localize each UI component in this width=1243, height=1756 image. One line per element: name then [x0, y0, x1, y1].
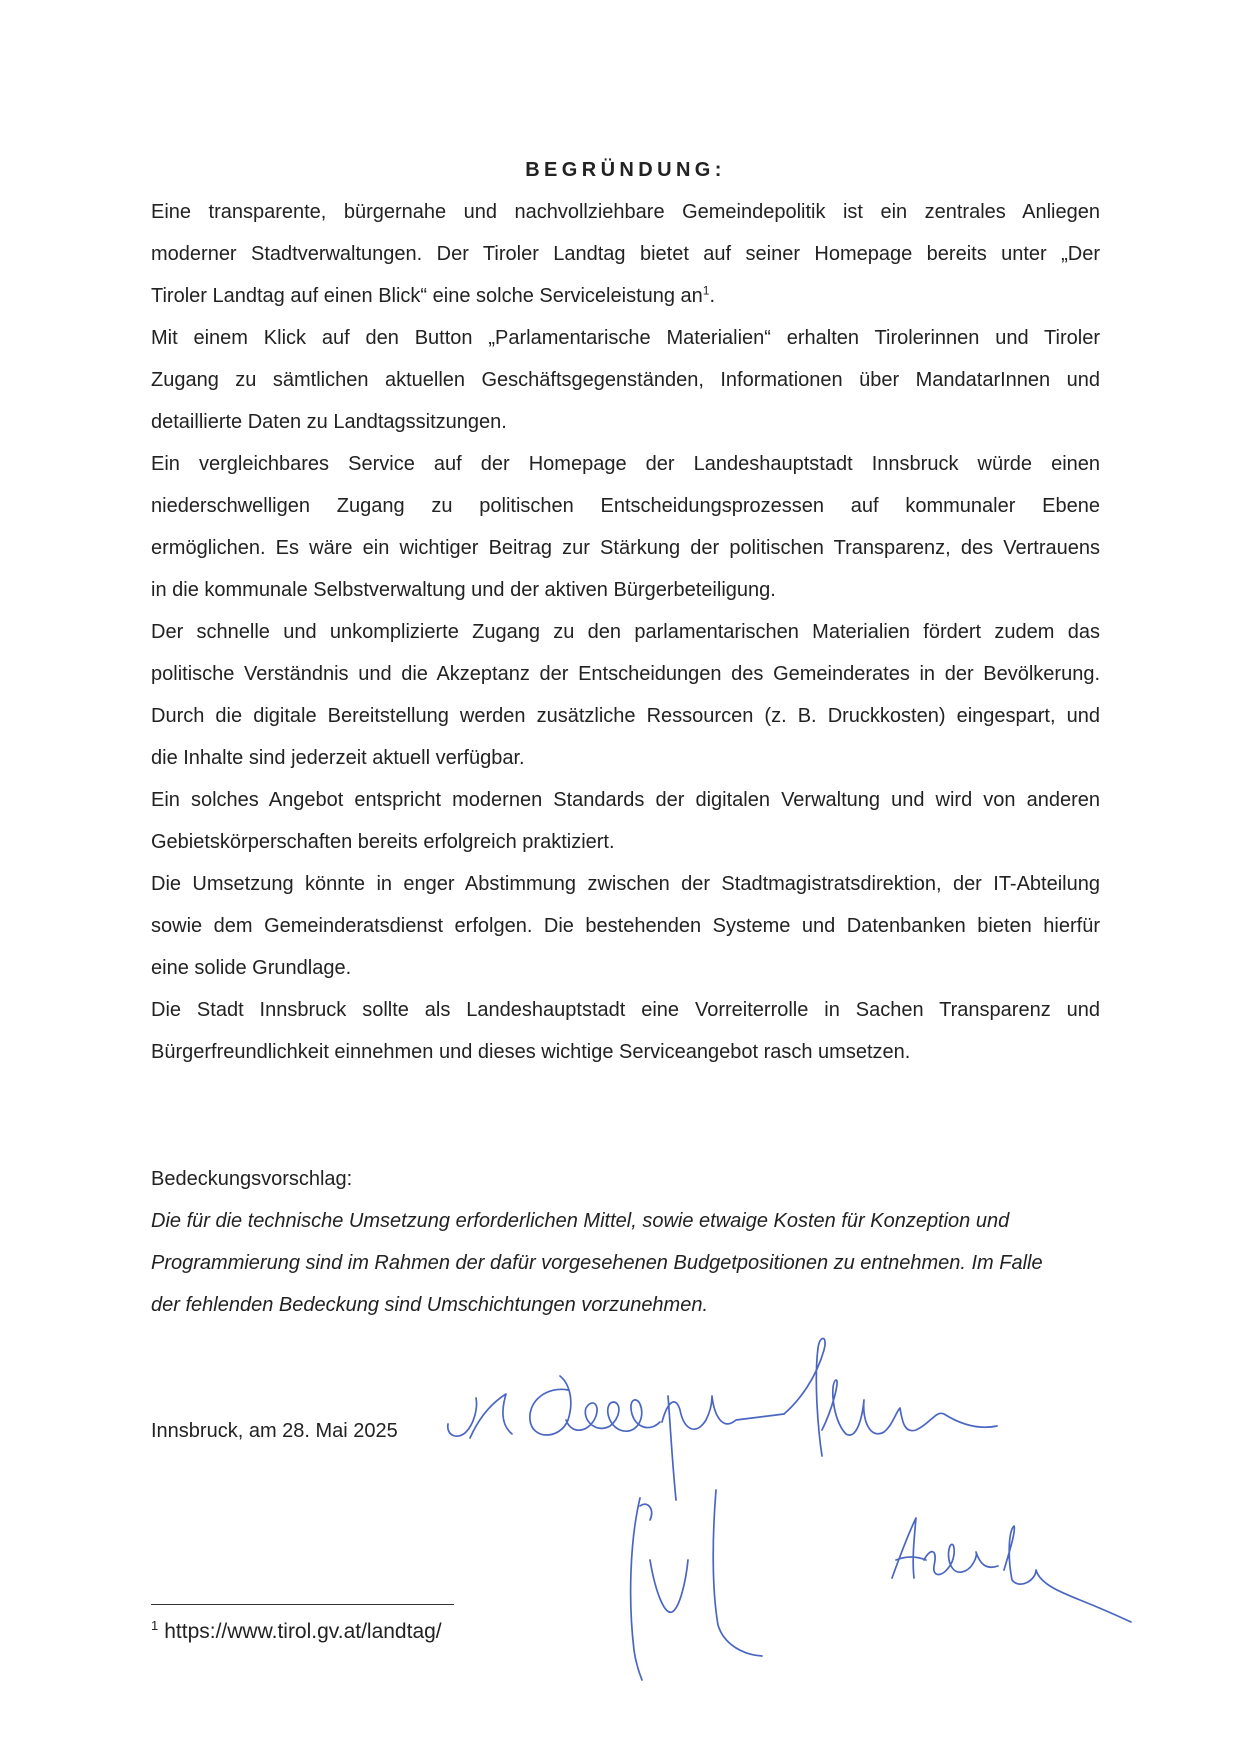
place-and-date: Innsbruck, am 28. Mai 2025	[151, 1420, 398, 1442]
body-line: eine solide Grundlage.	[151, 957, 352, 979]
footnote-reference[interactable]: 1	[702, 283, 710, 298]
coverage-proposal	[151, 1158, 1100, 1326]
body-line: sowie dem Gemeinderatsdienst erfolgen. Die bestehenden Systeme und Datenbanken bieten hierfür	[151, 915, 1100, 937]
signature-2	[631, 1490, 762, 1680]
body-line: Die Stadt Innsbruck sollte als Landeshauptstadt eine Vorreiterrolle in Sachen Transparenz und	[151, 999, 1100, 1021]
body-line: politische Verständnis und die Akzeptanz der Entscheidungen des Gemeinderates in der Bevölkerung.	[151, 663, 1100, 685]
coverage-line: Die für die technische Umsetzung erforderlichen Mittel, sowie etwaige Kosten für Konzeption und	[151, 1210, 1010, 1232]
body-line: niederschwelligen Zugang zu politischen Entscheidungsprozessen auf kommunaler Ebene	[151, 495, 1100, 517]
body-line: ermöglichen. Es wäre ein wichtiger Beitrag zur Stärkung der politischen Transparenz, des Vertrauens	[151, 537, 1100, 559]
footnote-marker: 1	[151, 1618, 159, 1633]
body-line: Bürgerfreundlichkeit einnehmen und dieses wichtige Serviceangebot rasch umsetzen.	[151, 1041, 911, 1063]
body-line-end: .	[709, 285, 716, 307]
signature-3	[892, 1518, 1131, 1622]
body-line: Durch die digitale Bereitstellung werden zusätzliche Ressourcen (z. B. Druckkosten) eingespart, und	[151, 705, 1100, 727]
body-line: in die kommunale Selbstverwaltung und der aktiven Bürgerbeteiligung.	[151, 579, 776, 601]
footnote-link[interactable]: https://www.tirol.gv.at/landtag/	[164, 1620, 442, 1643]
body-line: Ein vergleichbares Service auf der Homepage der Landeshauptstadt Innsbruck würde einen	[151, 453, 1100, 475]
body-line: Gebietskörperschaften bereits erfolgreich praktiziert.	[151, 831, 615, 853]
section-heading: BEGRÜNDUNG:	[525, 159, 726, 181]
body-line-text: Tiroler Landtag auf einen Blick“ eine solche Serviceleistung an	[151, 285, 703, 307]
body-line: Der schnelle und unkomplizierte Zugang zu den parlamentarischen Materialien fördert zudem das	[151, 621, 1100, 643]
body-line: moderner Stadtverwaltungen. Der Tiroler Landtag bietet auf seiner Homepage bereits unter „Der	[151, 243, 1100, 265]
coverage-label: Bedeckungsvorschlag:	[151, 1168, 353, 1190]
body-line: Mit einem Klick auf den Button „Parlamentarische Materialien“ erhalten Tirolerinnen und Tiroler	[151, 327, 1100, 349]
body-line	[151, 275, 1100, 317]
body-line: Die Umsetzung könnte in enger Abstimmung zwischen der Stadtmagistratsdirektion, der IT-Abteilung	[151, 873, 1100, 895]
justification-text	[151, 191, 1100, 1073]
body-line: die Inhalte sind jederzeit aktuell verfügbar.	[151, 747, 525, 769]
body-line: Eine transparente, bürgernahe und nachvollziehbare Gemeindepolitik ist ein zentrales Anliegen	[151, 201, 1100, 223]
coverage-line: der fehlenden Bedeckung sind Umschichtungen vorzunehmen.	[151, 1294, 709, 1316]
signature-1	[448, 1338, 997, 1500]
footnote	[151, 1613, 442, 1651]
body-line: Zugang zu sämtlichen aktuellen Geschäftsgegenständen, Informationen über MandatarInnen und	[151, 369, 1100, 391]
body-line: detaillierte Daten zu Landtagssitzungen.	[151, 411, 507, 433]
footnote-separator	[151, 1604, 454, 1605]
coverage-line: Programmierung sind im Rahmen der dafür vorgesehenen Budgetpositionen zu entnehmen. Im Falle	[151, 1252, 1043, 1274]
body-line: Ein solches Angebot entspricht modernen Standards der digitalen Verwaltung und wird von anderen	[151, 789, 1100, 811]
